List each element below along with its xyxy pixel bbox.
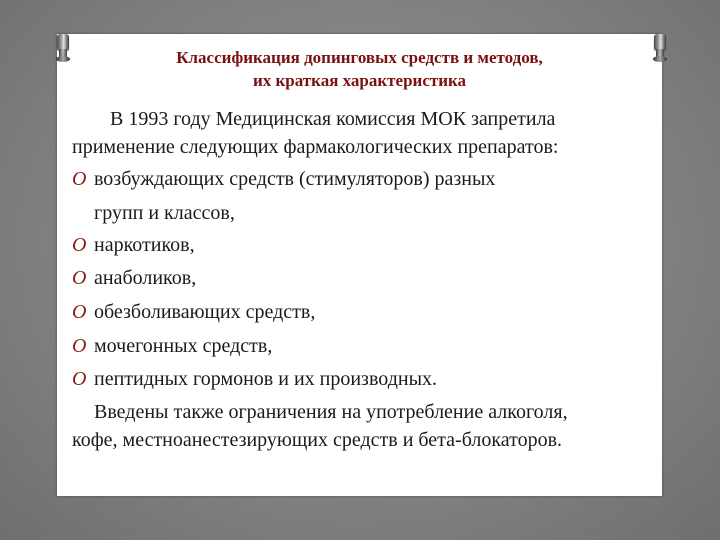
list-item: возбуждающих средств (стимуляторов) разных [94,168,496,190]
slide-title-line-1: Классификация допинговых средств и методов, [176,48,543,67]
outro-line-1: Введены также ограничения на употребление алкоголя, [94,401,568,423]
list-item: обезболивающих средств, [94,301,316,323]
list-item: анаболиков, [94,267,197,289]
list-item: наркотиков, [94,234,195,256]
bullet-marker: O [72,234,87,256]
bullet-marker: O [72,168,87,190]
bullet-marker: O [72,335,87,357]
intro-line-2: применение следующих фармакологических препаратов: [72,136,559,158]
list-item: мочегонных средств, [94,335,273,357]
bullet-marker: O [72,267,87,289]
bullet-marker: O [72,301,87,323]
slide-title-line-2: их краткая характеристика [252,71,467,90]
list-item-continuation: групп и классов, [94,202,235,224]
bullet-marker: O [72,368,87,390]
intro-line-1: В 1993 году Медицинская комиссия МОК запретила [110,108,556,130]
list-item: пептидных гормонов и их производных. [94,368,438,390]
outro-line-2: кофе, местноанестезирующих средств и бета-блокаторов. [72,429,563,451]
